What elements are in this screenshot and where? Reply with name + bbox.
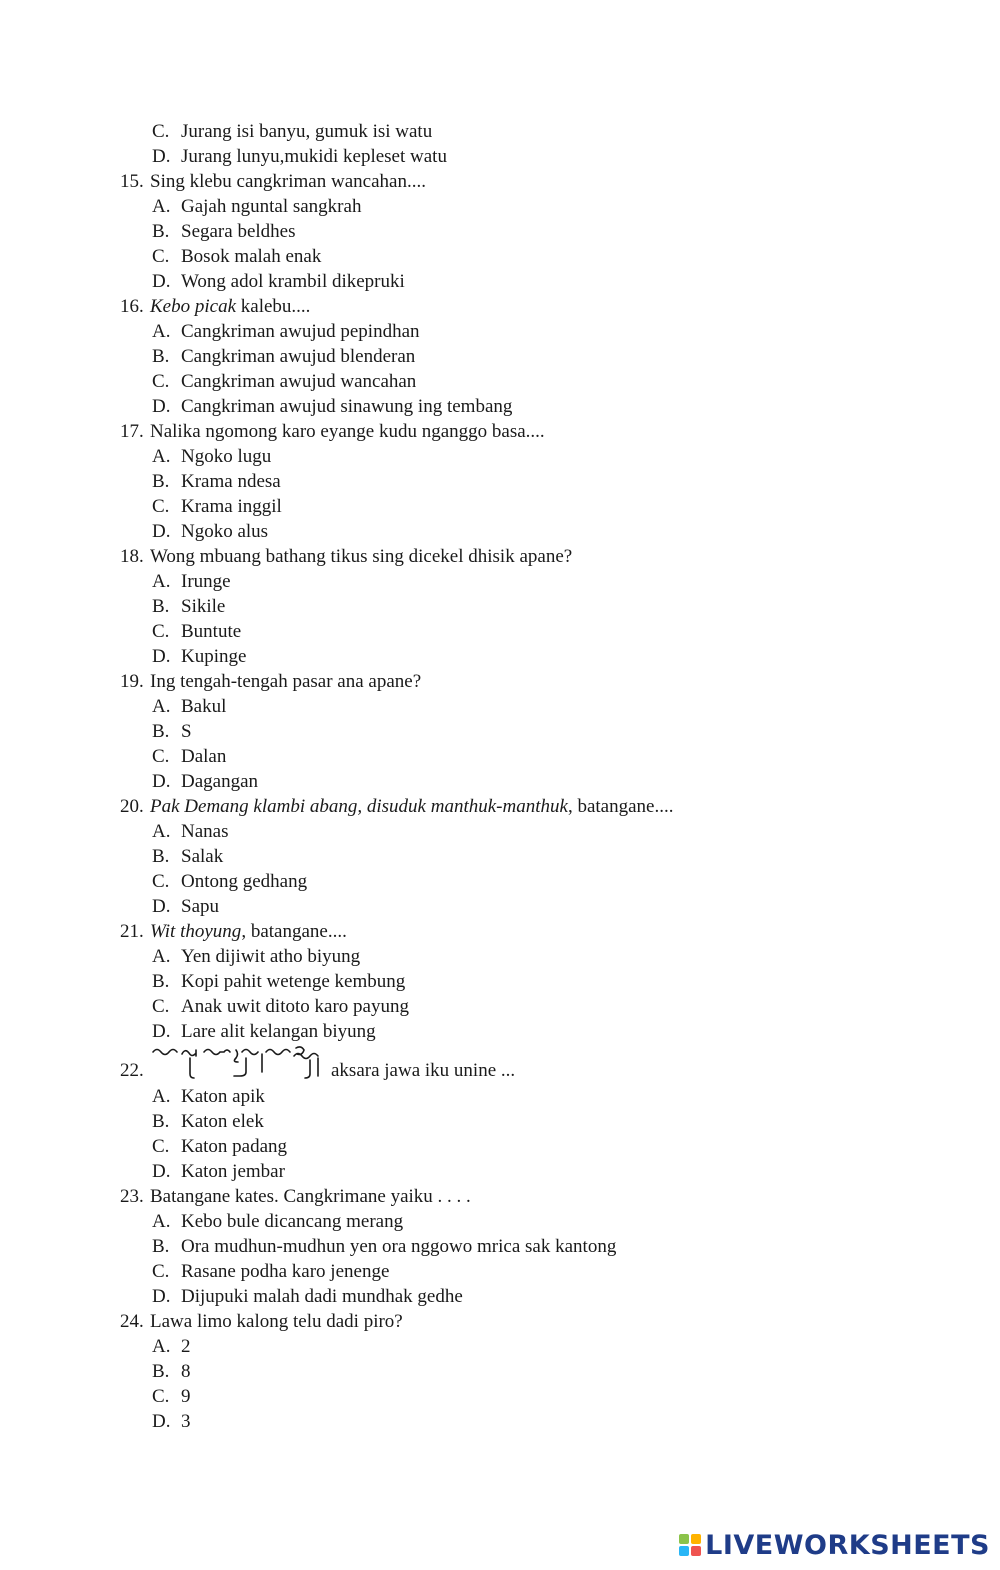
option-letter: A. bbox=[152, 946, 171, 967]
option-text: Katon jembar bbox=[181, 1161, 285, 1182]
option-letter: A. bbox=[152, 696, 171, 717]
answer-option bbox=[120, 1234, 880, 1259]
answer-option bbox=[120, 619, 880, 644]
option-letter: B. bbox=[152, 471, 170, 492]
javanese-script-icon bbox=[150, 1044, 325, 1089]
option-letter: A. bbox=[152, 321, 171, 342]
option-text: Sapu bbox=[181, 896, 219, 917]
option-letter: C. bbox=[152, 496, 170, 517]
answer-option bbox=[120, 1359, 880, 1384]
answer-option bbox=[120, 469, 880, 494]
answer-option bbox=[120, 1159, 880, 1184]
question-number: 20. bbox=[120, 796, 144, 817]
question bbox=[120, 1184, 880, 1209]
answer-option bbox=[120, 1019, 880, 1044]
question bbox=[120, 794, 880, 819]
answer-option bbox=[120, 769, 880, 794]
answer-option bbox=[120, 569, 880, 594]
option-text: 9 bbox=[181, 1386, 191, 1407]
option-text: Ontong gedhang bbox=[181, 871, 308, 892]
question bbox=[120, 919, 880, 944]
question-number: 18. bbox=[120, 546, 144, 567]
option-letter: A. bbox=[152, 196, 171, 217]
option-letter: C. bbox=[152, 1136, 170, 1157]
question-text: kalebu.... bbox=[236, 296, 311, 317]
question-text: , batangane.... bbox=[241, 921, 347, 942]
answer-option bbox=[120, 219, 880, 244]
answer-option bbox=[120, 444, 880, 469]
option-letter: A. bbox=[152, 1211, 171, 1232]
option-letter: C. bbox=[152, 246, 170, 267]
option-text: Ngoko lugu bbox=[181, 446, 272, 467]
option-letter: C. bbox=[152, 121, 170, 142]
answer-option bbox=[120, 119, 880, 144]
option-text: Cangkriman awujud wancahan bbox=[181, 371, 417, 392]
question-number: 23. bbox=[120, 1186, 144, 1207]
answer-option bbox=[120, 994, 880, 1019]
option-letter: C. bbox=[152, 371, 170, 392]
answer-option bbox=[120, 894, 880, 919]
option-text: Kupinge bbox=[181, 646, 247, 667]
answer-option bbox=[120, 194, 880, 219]
answer-option bbox=[120, 594, 880, 619]
option-letter: B. bbox=[152, 846, 170, 867]
option-text: S bbox=[181, 721, 192, 742]
answer-option bbox=[120, 1109, 880, 1134]
option-letter: C. bbox=[152, 871, 170, 892]
answer-option bbox=[120, 1134, 880, 1159]
answer-option bbox=[120, 344, 880, 369]
question-text: aksara jawa iku unine ... bbox=[331, 1060, 516, 1081]
option-text: Krama ndesa bbox=[181, 471, 281, 492]
option-text: Dagangan bbox=[181, 771, 259, 792]
question-italic-text: Kebo picak bbox=[150, 296, 237, 317]
question-text: Wong mbuang bathang tikus sing dicekel dhisik apane? bbox=[150, 546, 573, 567]
option-text: Dalan bbox=[181, 746, 227, 767]
option-text: Cangkriman awujud sinawung ing tembang bbox=[181, 396, 513, 417]
question-italic-text: Pak Demang klambi abang, disuduk manthuk-manthuk bbox=[150, 796, 568, 817]
option-letter: A. bbox=[152, 1336, 171, 1357]
option-text: Jurang isi banyu, gumuk isi watu bbox=[181, 121, 433, 142]
option-text: Bakul bbox=[181, 696, 227, 717]
option-letter: A. bbox=[152, 571, 171, 592]
option-text: Sikile bbox=[181, 596, 226, 617]
answer-option bbox=[120, 1284, 880, 1309]
question bbox=[120, 1309, 880, 1334]
option-text: Cangkriman awujud pepindhan bbox=[181, 321, 420, 342]
option-text: Lare alit kelangan biyung bbox=[181, 1021, 376, 1042]
option-letter: D. bbox=[152, 1021, 171, 1042]
question bbox=[120, 1044, 880, 1084]
option-letter: C. bbox=[152, 1261, 170, 1282]
answer-option bbox=[120, 744, 880, 769]
option-text: Krama inggil bbox=[181, 496, 282, 517]
option-letter: D. bbox=[152, 146, 171, 167]
question-number: 22. bbox=[120, 1060, 144, 1081]
question bbox=[120, 294, 880, 319]
option-letter: B. bbox=[152, 346, 170, 367]
question-text: Nalika ngomong karo eyange kudu nganggo basa.... bbox=[150, 421, 545, 442]
option-letter: D. bbox=[152, 1286, 171, 1307]
option-letter: A. bbox=[152, 1086, 171, 1107]
option-text: Cangkriman awujud blenderan bbox=[181, 346, 416, 367]
answer-option bbox=[120, 1259, 880, 1284]
option-letter: B. bbox=[152, 596, 170, 617]
option-letter: B. bbox=[152, 1236, 170, 1257]
option-letter: C. bbox=[152, 621, 170, 642]
option-letter: D. bbox=[152, 896, 171, 917]
question-number: 15. bbox=[120, 171, 144, 192]
option-text: Wong adol krambil dikepruki bbox=[181, 271, 405, 292]
liveworksheets-logo bbox=[679, 1528, 990, 1562]
option-text: Yen dijiwit atho biyung bbox=[181, 946, 361, 967]
answer-option bbox=[120, 844, 880, 869]
answer-option bbox=[120, 269, 880, 294]
option-text: Kopi pahit wetenge kembung bbox=[181, 971, 406, 992]
answer-option bbox=[120, 144, 880, 169]
question bbox=[120, 544, 880, 569]
option-letter: C. bbox=[152, 1386, 170, 1407]
question-number: 19. bbox=[120, 671, 144, 692]
option-letter: D. bbox=[152, 396, 171, 417]
question-text: Ing tengah-tengah pasar ana apane? bbox=[150, 671, 422, 692]
question-italic-text: Wit thoyung bbox=[150, 921, 242, 942]
option-letter: A. bbox=[152, 446, 171, 467]
option-text: Nanas bbox=[181, 821, 229, 842]
answer-option bbox=[120, 694, 880, 719]
question bbox=[120, 169, 880, 194]
question-text: Sing klebu cangkriman wancahan.... bbox=[150, 171, 426, 192]
option-text: Irunge bbox=[181, 571, 231, 592]
answer-option bbox=[120, 494, 880, 519]
answer-option bbox=[120, 1409, 880, 1434]
option-text: Kebo bule dicancang merang bbox=[181, 1211, 404, 1232]
option-letter: B. bbox=[152, 721, 170, 742]
answer-option bbox=[120, 944, 880, 969]
option-letter: A. bbox=[152, 821, 171, 842]
logo-grid-icon bbox=[679, 1534, 701, 1556]
question-number: 16. bbox=[120, 296, 144, 317]
option-text: Bosok malah enak bbox=[181, 246, 322, 267]
answer-option bbox=[120, 369, 880, 394]
question bbox=[120, 419, 880, 444]
answer-option bbox=[120, 969, 880, 994]
option-text: Buntute bbox=[181, 621, 242, 642]
option-text: 2 bbox=[181, 1336, 191, 1357]
option-letter: B. bbox=[152, 971, 170, 992]
answer-option bbox=[120, 1334, 880, 1359]
logo-square bbox=[679, 1546, 689, 1556]
answer-option bbox=[120, 869, 880, 894]
option-letter: C. bbox=[152, 996, 170, 1017]
option-text: Dijupuki malah dadi mundhak gedhe bbox=[181, 1286, 463, 1307]
option-letter: B. bbox=[152, 1361, 170, 1382]
question-list bbox=[120, 119, 880, 1434]
option-letter: D. bbox=[152, 646, 171, 667]
question-number: 17. bbox=[120, 421, 144, 442]
question-number: 24. bbox=[120, 1311, 144, 1332]
option-text: Rasane podha karo jenenge bbox=[181, 1261, 390, 1282]
option-text: Salak bbox=[181, 846, 224, 867]
answer-option bbox=[120, 719, 880, 744]
logo-square bbox=[679, 1534, 689, 1544]
answer-option bbox=[120, 819, 880, 844]
logo-square bbox=[691, 1546, 701, 1556]
option-text: Katon apik bbox=[181, 1086, 265, 1107]
option-letter: D. bbox=[152, 1161, 171, 1182]
option-letter: D. bbox=[152, 271, 171, 292]
brand-text: LIVEWORKSHEETS bbox=[705, 1529, 990, 1561]
option-letter: D. bbox=[152, 521, 171, 542]
option-text: Ngoko alus bbox=[181, 521, 269, 542]
answer-option bbox=[120, 1209, 880, 1234]
option-letter: B. bbox=[152, 221, 170, 242]
option-text: Katon elek bbox=[181, 1111, 264, 1132]
question-text: Batangane kates. Cangkrimane yaiku . . . . bbox=[150, 1186, 471, 1207]
option-text: Anak uwit ditoto karo payung bbox=[181, 996, 409, 1017]
answer-option bbox=[120, 244, 880, 269]
option-text: Gajah nguntal sangkrah bbox=[181, 196, 362, 217]
option-text: Segara beldhes bbox=[181, 221, 296, 242]
logo-square bbox=[691, 1534, 701, 1544]
option-letter: D. bbox=[152, 1411, 171, 1432]
answer-option bbox=[120, 1384, 880, 1409]
option-text: Jurang lunyu,mukidi kepleset watu bbox=[181, 146, 447, 167]
answer-option bbox=[120, 319, 880, 344]
question bbox=[120, 669, 880, 694]
option-letter: C. bbox=[152, 746, 170, 767]
answer-option bbox=[120, 519, 880, 544]
option-text: Ora mudhun-mudhun yen ora nggowo mrica sak kantong bbox=[181, 1236, 617, 1257]
option-letter: B. bbox=[152, 1111, 170, 1132]
option-letter: D. bbox=[152, 771, 171, 792]
answer-option bbox=[120, 394, 880, 419]
option-text: 3 bbox=[181, 1411, 191, 1432]
question-text: , batangane.... bbox=[567, 796, 674, 817]
option-text: Katon padang bbox=[181, 1136, 288, 1157]
question-number: 21. bbox=[120, 921, 144, 942]
question-text: Lawa limo kalong telu dadi piro? bbox=[150, 1311, 403, 1332]
answer-option bbox=[120, 644, 880, 669]
option-text: 8 bbox=[181, 1361, 191, 1382]
